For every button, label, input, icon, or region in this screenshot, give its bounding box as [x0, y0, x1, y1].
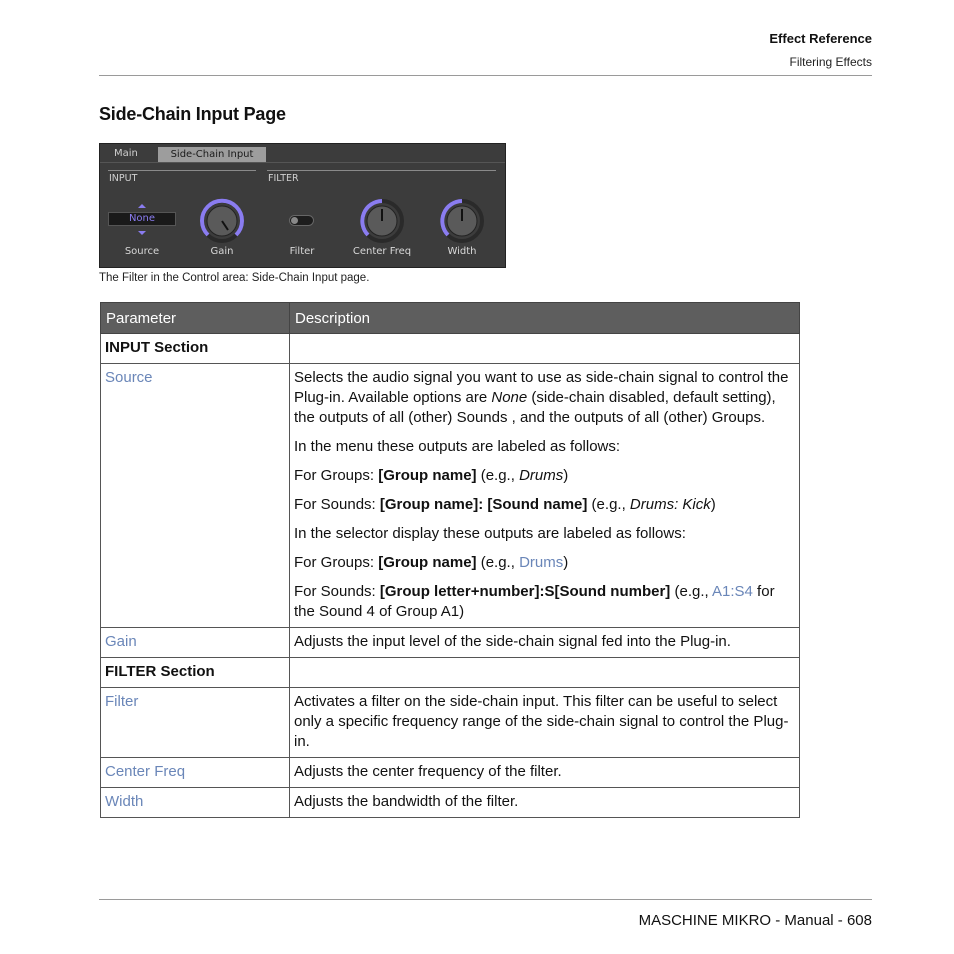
input-section-heading: INPUT Section: [101, 334, 290, 364]
empty-cell: [290, 658, 800, 688]
source-label: Source: [124, 246, 160, 257]
page-footer: MASCHINE MIKRO - Manual - 608: [638, 912, 872, 929]
parameter-table: [100, 302, 800, 818]
example-link-a1s4[interactable]: A1:S4: [712, 583, 753, 600]
source-description: [290, 364, 800, 628]
source-selector[interactable]: None: [108, 212, 176, 226]
text: ): [563, 554, 569, 571]
text-bold: [Group name]: [Sound name]: [379, 496, 588, 513]
text: ): [563, 467, 569, 484]
input-section-label: INPUT: [109, 173, 138, 184]
gain-knob-icon[interactable]: [199, 198, 245, 244]
tab-divider: [100, 162, 505, 163]
table-header-row: [101, 303, 800, 334]
width-knob-icon[interactable]: [439, 198, 485, 244]
param-center-freq-link[interactable]: Center Freq: [105, 763, 186, 780]
param-source-link[interactable]: Source: [105, 369, 153, 386]
gain-description: Adjusts the input level of the side-chain signal fed into the Plug-in.: [290, 628, 800, 658]
table-row: [101, 658, 800, 688]
text-bold: [Group name]: [378, 467, 477, 484]
text: for the Sound 4 of Group A1): [294, 583, 775, 620]
text: ): [710, 496, 716, 513]
text: Selects the audio signal you want to use as side-chain signal to control the Plug-in. Available options are: [294, 369, 789, 406]
figure-caption: The Filter in the Control area: Side-Chain Input page.: [99, 272, 370, 284]
header-divider: [99, 75, 872, 76]
filter-description: Activates a filter on the side-chain input. This filter can be useful to select only a specific frequency range of the side-chain signal to control the Plug-in.: [290, 688, 800, 758]
running-header-title: Effect Reference: [769, 31, 872, 46]
center-freq-knob-icon[interactable]: [359, 198, 405, 244]
text-bold: [Group letter+number]:S[Sound number]: [379, 583, 671, 600]
text: In the selector display these outputs are labeled as follows:: [294, 525, 686, 542]
table-row: [101, 758, 800, 788]
text: In the menu these outputs are labeled as follows:: [294, 438, 621, 455]
filter-label: Filter: [289, 246, 315, 257]
plugin-control-panel: [99, 143, 506, 268]
text-emphasis: None: [491, 389, 528, 406]
filter-section-heading: FILTER Section: [101, 658, 290, 688]
table-row: [101, 364, 800, 628]
empty-cell: [290, 334, 800, 364]
text: (e.g.,: [587, 496, 630, 513]
table-row: [101, 688, 800, 758]
center-freq-label: Center Freq: [352, 246, 412, 257]
param-filter-link[interactable]: Filter: [105, 693, 139, 710]
text-emphasis: Drums: [519, 467, 564, 484]
text-emphasis: Drums: Kick: [629, 496, 711, 513]
table-row: [101, 788, 800, 818]
text: For Groups:: [294, 554, 379, 571]
text: For Groups:: [294, 467, 379, 484]
column-header-parameter: Parameter: [101, 303, 290, 334]
table-row: [101, 334, 800, 364]
text: (e.g.,: [476, 467, 520, 484]
input-section-line: [108, 170, 256, 171]
footer-divider: [99, 899, 872, 900]
width-label: Width: [447, 246, 477, 257]
text-bold: [Group name]: [378, 554, 477, 571]
filter-toggle[interactable]: [289, 215, 314, 226]
filter-section-label: FILTER: [268, 173, 299, 184]
gain-label: Gain: [210, 246, 234, 257]
selector-down-arrow-icon[interactable]: [138, 231, 146, 235]
selector-up-arrow-icon[interactable]: [138, 204, 146, 208]
toggle-knob-icon: [291, 217, 298, 224]
text: (e.g.,: [476, 554, 520, 571]
tab-main[interactable]: Main: [114, 148, 138, 159]
table-row: [101, 628, 800, 658]
text: For Sounds:: [294, 496, 380, 513]
running-header-subtitle: Filtering Effects: [789, 55, 872, 69]
example-link-drums[interactable]: Drums: [519, 554, 564, 571]
section-title: Side-Chain Input Page: [99, 104, 286, 124]
tab-side-chain-input[interactable]: Side-Chain Input: [158, 147, 266, 162]
param-gain-link[interactable]: Gain: [105, 633, 137, 650]
text: For Sounds:: [294, 583, 380, 600]
param-width-link[interactable]: Width: [105, 793, 144, 810]
column-header-description: Description: [290, 303, 800, 334]
text: (e.g.,: [670, 583, 713, 600]
text: (side-chain disabled, default setting), the outputs of all (other) Sounds , and the outputs of all (other) Groups.: [294, 389, 776, 426]
width-description: Adjusts the bandwidth of the filter.: [290, 788, 800, 818]
center-freq-description: Adjusts the center frequency of the filter.: [290, 758, 800, 788]
filter-section-line: [267, 170, 496, 171]
